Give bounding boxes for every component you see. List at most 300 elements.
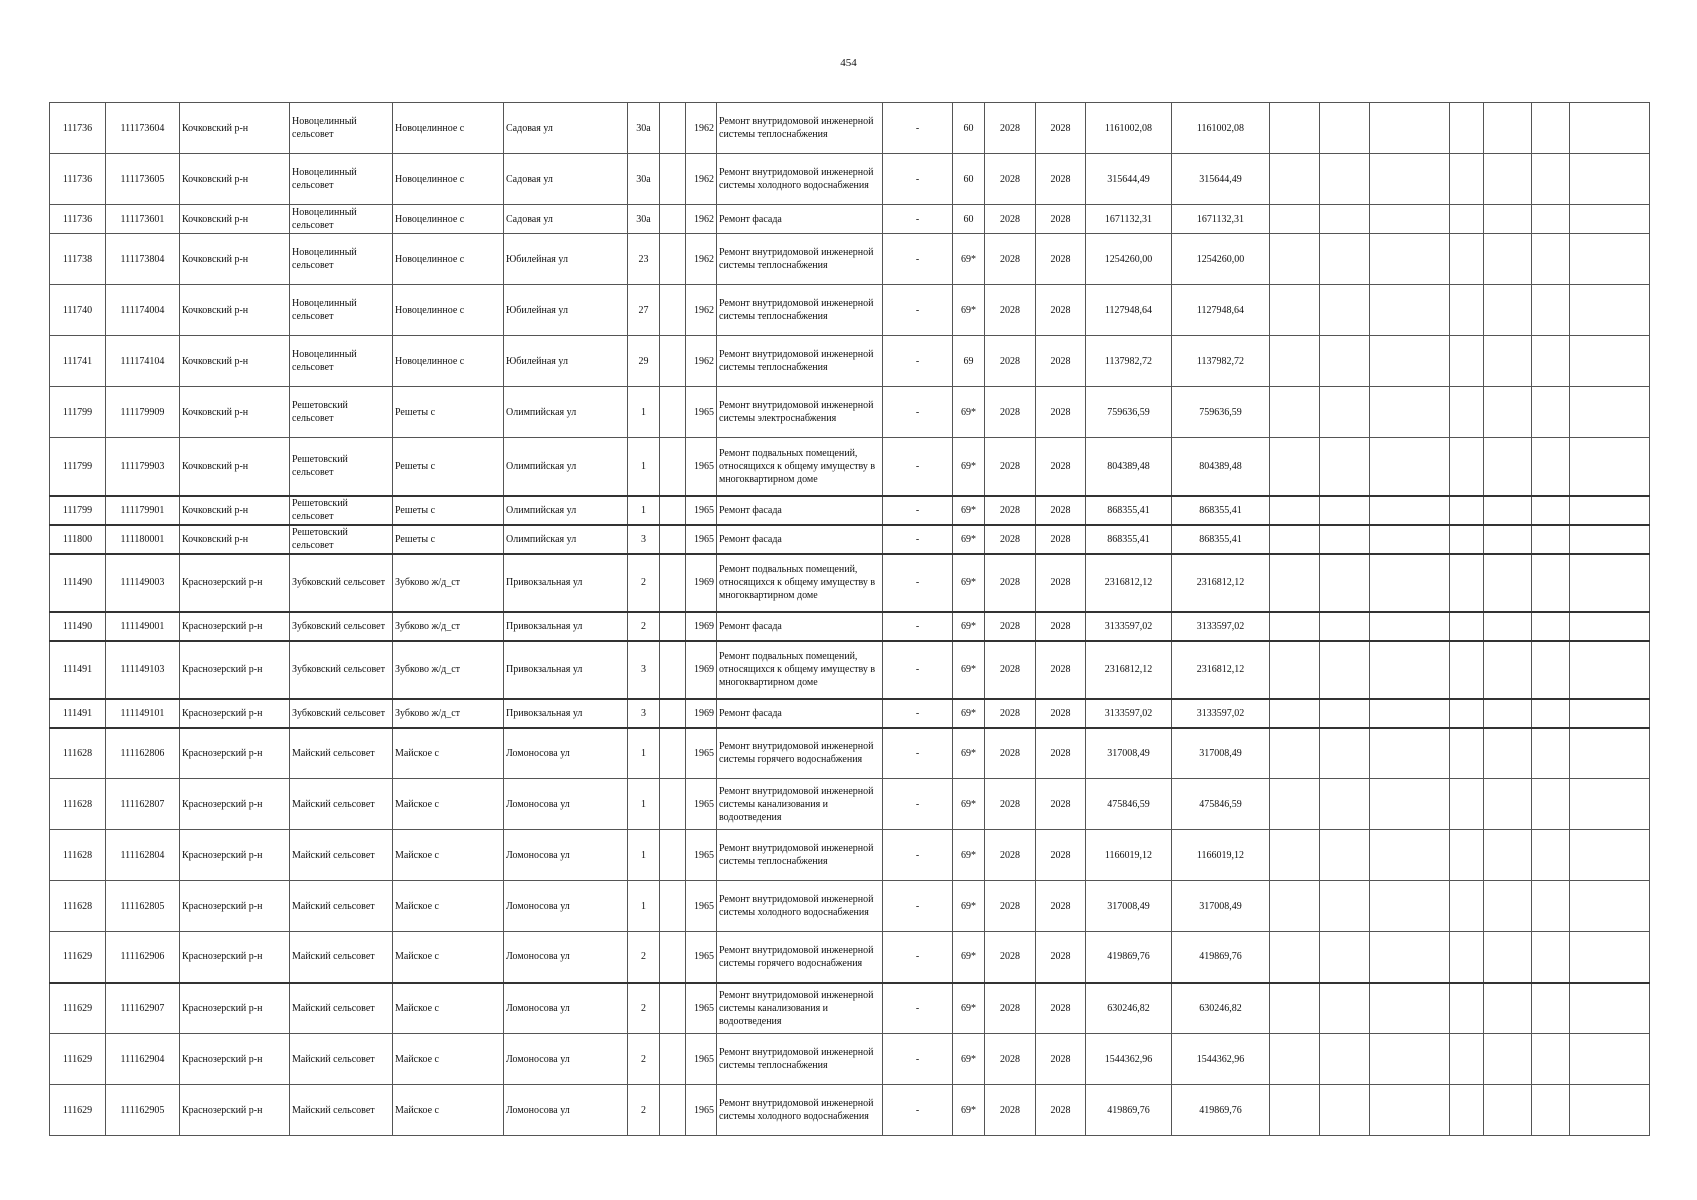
house-number-cell: 2 [628,554,660,612]
unit-cell: - [883,1034,953,1085]
unit-cell: - [883,779,953,830]
wear-percent-cell: 60 [953,103,985,154]
empty-cell [1270,881,1320,932]
work-id-cell: 111173605 [106,154,180,205]
unit-cell: - [883,932,953,983]
house-number-cell: 23 [628,234,660,285]
empty-cell [1484,641,1532,699]
wear-percent-cell: 69* [953,496,985,525]
district-cell: Краснозерский р-н [180,554,290,612]
street-cell: Привокзальная ул [504,699,628,728]
wear-percent-cell: 69* [953,554,985,612]
plan-year-start-cell: 2028 [985,554,1036,612]
building-cell [660,336,686,387]
plan-year-end-cell: 2028 [1036,728,1086,779]
empty-cell [1370,525,1450,554]
empty-cell [1532,554,1570,612]
wear-percent-cell: 69* [953,983,985,1034]
empty-cell [1320,496,1370,525]
district-cell: Кочковский р-н [180,103,290,154]
unit-cell: - [883,728,953,779]
empty-cell [1532,728,1570,779]
plan-year-start-cell: 2028 [985,387,1036,438]
plan-year-end-cell: 2028 [1036,699,1086,728]
empty-cell [1320,699,1370,728]
cost-regional-cell: 1161002,08 [1172,103,1270,154]
empty-cell [1370,830,1450,881]
work-type-cell: Ремонт внутридомовой инженерной системы холодного водоснабжения [717,881,883,932]
empty-cell [1484,234,1532,285]
settlement-cell: Майское с [393,728,504,779]
empty-cell [1570,728,1650,779]
municipality-cell: Новоцелинный сельсовет [290,103,393,154]
cost-total-cell: 804389,48 [1086,438,1172,496]
cost-regional-cell: 3133597,02 [1172,699,1270,728]
work-type-cell: Ремонт внутридомовой инженерной системы теплоснабжения [717,336,883,387]
unit-cell: - [883,1085,953,1136]
cost-total-cell: 630246,82 [1086,983,1172,1034]
empty-cell [1532,234,1570,285]
building-cell [660,285,686,336]
plan-year-end-cell: 2028 [1036,830,1086,881]
table-row [50,779,1650,830]
settlement-cell: Майское с [393,983,504,1034]
building-cell [660,387,686,438]
empty-cell [1532,525,1570,554]
work-id-cell: 111179903 [106,438,180,496]
empty-cell [1270,154,1320,205]
empty-cell [1484,779,1532,830]
plan-year-end-cell: 2028 [1036,234,1086,285]
street-cell: Ломоносова ул [504,1034,628,1085]
work-type-cell: Ремонт фасада [717,612,883,641]
record-id-cell: 111741 [50,336,106,387]
empty-cell [1270,1034,1320,1085]
cost-regional-cell: 1127948,64 [1172,285,1270,336]
empty-cell [1532,881,1570,932]
empty-cell [1370,387,1450,438]
empty-cell [1270,830,1320,881]
work-id-cell: 111149001 [106,612,180,641]
empty-cell [1450,612,1484,641]
empty-cell [1320,830,1370,881]
house-number-cell: 1 [628,387,660,438]
street-cell: Ломоносова ул [504,932,628,983]
unit-cell: - [883,983,953,1034]
empty-cell [1570,881,1650,932]
empty-cell [1484,496,1532,525]
wear-percent-cell: 69* [953,1034,985,1085]
municipality-cell: Новоцелинный сельсовет [290,336,393,387]
empty-cell [1370,728,1450,779]
record-id-cell: 111629 [50,983,106,1034]
empty-cell [1532,641,1570,699]
wear-percent-cell: 60 [953,154,985,205]
work-id-cell: 111174104 [106,336,180,387]
plan-year-start-cell: 2028 [985,1034,1036,1085]
settlement-cell: Решеты с [393,387,504,438]
empty-cell [1270,234,1320,285]
wear-percent-cell: 69* [953,525,985,554]
street-cell: Садовая ул [504,103,628,154]
house-number-cell: 2 [628,612,660,641]
table-row [50,205,1650,234]
house-number-cell: 2 [628,932,660,983]
building-cell [660,525,686,554]
house-number-cell: 2 [628,983,660,1034]
municipality-cell: Майский сельсовет [290,1085,393,1136]
building-cell [660,103,686,154]
plan-year-end-cell: 2028 [1036,612,1086,641]
empty-cell [1270,641,1320,699]
wear-percent-cell: 69* [953,387,985,438]
work-type-cell: Ремонт фасада [717,496,883,525]
cost-total-cell: 868355,41 [1086,525,1172,554]
cost-total-cell: 868355,41 [1086,496,1172,525]
settlement-cell: Майское с [393,881,504,932]
empty-cell [1484,728,1532,779]
cost-regional-cell: 1671132,31 [1172,205,1270,234]
registry-body [50,103,1650,1136]
cost-total-cell: 315644,49 [1086,154,1172,205]
cost-regional-cell: 1166019,12 [1172,830,1270,881]
empty-cell [1320,154,1370,205]
settlement-cell: Майское с [393,779,504,830]
municipality-cell: Зубковский сельсовет [290,554,393,612]
plan-year-start-cell: 2028 [985,205,1036,234]
district-cell: Кочковский р-н [180,525,290,554]
empty-cell [1484,438,1532,496]
empty-cell [1570,612,1650,641]
street-cell: Ломоносова ул [504,1085,628,1136]
municipality-cell: Новоцелинный сельсовет [290,234,393,285]
unit-cell: - [883,154,953,205]
district-cell: Краснозерский р-н [180,699,290,728]
work-id-cell: 111179901 [106,496,180,525]
work-type-cell: Ремонт подвальных помещений, относящихся к общему имуществу в многоквартирном доме [717,554,883,612]
table-row [50,496,1650,525]
build-year-cell: 1965 [686,728,717,779]
work-id-cell: 111149101 [106,699,180,728]
empty-cell [1570,1034,1650,1085]
empty-cell [1570,1085,1650,1136]
empty-cell [1270,525,1320,554]
building-cell [660,234,686,285]
record-id-cell: 111800 [50,525,106,554]
plan-year-start-cell: 2028 [985,830,1036,881]
cost-total-cell: 1254260,00 [1086,234,1172,285]
plan-year-end-cell: 2028 [1036,336,1086,387]
empty-cell [1450,336,1484,387]
empty-cell [1532,779,1570,830]
empty-cell [1370,154,1450,205]
build-year-cell: 1965 [686,830,717,881]
empty-cell [1370,699,1450,728]
settlement-cell: Новоцелинное с [393,285,504,336]
cost-total-cell: 1137982,72 [1086,336,1172,387]
municipality-cell: Решетовский сельсовет [290,525,393,554]
wear-percent-cell: 69* [953,641,985,699]
municipality-cell: Решетовский сельсовет [290,438,393,496]
repair-registry-table [49,102,1650,1136]
cost-regional-cell: 868355,41 [1172,525,1270,554]
work-type-cell: Ремонт фасада [717,205,883,234]
settlement-cell: Майское с [393,830,504,881]
empty-cell [1370,285,1450,336]
district-cell: Краснозерский р-н [180,932,290,983]
empty-cell [1270,932,1320,983]
record-id-cell: 111491 [50,641,106,699]
empty-cell [1450,728,1484,779]
wear-percent-cell: 60 [953,205,985,234]
plan-year-end-cell: 2028 [1036,779,1086,830]
empty-cell [1320,554,1370,612]
municipality-cell: Зубковский сельсовет [290,641,393,699]
wear-percent-cell: 69 [953,336,985,387]
district-cell: Кочковский р-н [180,154,290,205]
table-row [50,336,1650,387]
wear-percent-cell: 69* [953,830,985,881]
build-year-cell: 1962 [686,336,717,387]
empty-cell [1532,1034,1570,1085]
municipality-cell: Новоцелинный сельсовет [290,154,393,205]
work-id-cell: 111162805 [106,881,180,932]
empty-cell [1570,103,1650,154]
district-cell: Кочковский р-н [180,234,290,285]
plan-year-start-cell: 2028 [985,728,1036,779]
work-id-cell: 111162807 [106,779,180,830]
empty-cell [1320,1085,1370,1136]
municipality-cell: Решетовский сельсовет [290,387,393,438]
empty-cell [1450,234,1484,285]
district-cell: Краснозерский р-н [180,830,290,881]
empty-cell [1270,205,1320,234]
house-number-cell: 1 [628,779,660,830]
empty-cell [1484,1034,1532,1085]
unit-cell: - [883,438,953,496]
work-id-cell: 111162904 [106,1034,180,1085]
table-row [50,103,1650,154]
build-year-cell: 1962 [686,103,717,154]
empty-cell [1450,699,1484,728]
work-type-cell: Ремонт внутридомовой инженерной системы канализования и водоотведения [717,779,883,830]
empty-cell [1450,154,1484,205]
settlement-cell: Новоцелинное с [393,336,504,387]
wear-percent-cell: 69* [953,285,985,336]
empty-cell [1484,103,1532,154]
empty-cell [1270,699,1320,728]
building-cell [660,205,686,234]
record-id-cell: 111491 [50,699,106,728]
empty-cell [1532,983,1570,1034]
record-id-cell: 111799 [50,438,106,496]
empty-cell [1370,932,1450,983]
work-type-cell: Ремонт внутридомовой инженерной системы теплоснабжения [717,103,883,154]
record-id-cell: 111628 [50,728,106,779]
empty-cell [1570,932,1650,983]
build-year-cell: 1969 [686,641,717,699]
empty-cell [1532,154,1570,205]
empty-cell [1370,438,1450,496]
municipality-cell: Майский сельсовет [290,830,393,881]
empty-cell [1484,285,1532,336]
work-type-cell: Ремонт подвальных помещений, относящихся к общему имуществу в многоквартирном доме [717,641,883,699]
record-id-cell: 111736 [50,205,106,234]
street-cell: Садовая ул [504,205,628,234]
plan-year-end-cell: 2028 [1036,154,1086,205]
empty-cell [1320,285,1370,336]
settlement-cell: Зубково ж/д_ст [393,554,504,612]
empty-cell [1570,525,1650,554]
build-year-cell: 1969 [686,612,717,641]
street-cell: Ломоносова ул [504,779,628,830]
settlement-cell: Зубково ж/д_ст [393,612,504,641]
work-id-cell: 111162907 [106,983,180,1034]
record-id-cell: 111629 [50,932,106,983]
table-row [50,554,1650,612]
plan-year-end-cell: 2028 [1036,641,1086,699]
plan-year-end-cell: 2028 [1036,881,1086,932]
empty-cell [1450,641,1484,699]
settlement-cell: Решеты с [393,438,504,496]
cost-regional-cell: 475846,59 [1172,779,1270,830]
build-year-cell: 1965 [686,496,717,525]
empty-cell [1370,205,1450,234]
cost-regional-cell: 317008,49 [1172,728,1270,779]
settlement-cell: Новоцелинное с [393,234,504,285]
record-id-cell: 111490 [50,612,106,641]
work-type-cell: Ремонт внутридомовой инженерной системы теплоснабжения [717,830,883,881]
empty-cell [1370,554,1450,612]
work-id-cell: 111173804 [106,234,180,285]
municipality-cell: Зубковский сельсовет [290,699,393,728]
empty-cell [1320,234,1370,285]
work-id-cell: 111179909 [106,387,180,438]
empty-cell [1320,525,1370,554]
empty-cell [1532,932,1570,983]
build-year-cell: 1965 [686,387,717,438]
district-cell: Краснозерский р-н [180,779,290,830]
empty-cell [1450,983,1484,1034]
building-cell [660,699,686,728]
street-cell: Ломоносова ул [504,830,628,881]
plan-year-end-cell: 2028 [1036,496,1086,525]
empty-cell [1370,1034,1450,1085]
work-type-cell: Ремонт внутридомовой инженерной системы горячего водоснабжения [717,728,883,779]
plan-year-end-cell: 2028 [1036,1034,1086,1085]
wear-percent-cell: 69* [953,438,985,496]
street-cell: Олимпийская ул [504,525,628,554]
build-year-cell: 1965 [686,983,717,1034]
empty-cell [1450,387,1484,438]
work-id-cell: 111173601 [106,205,180,234]
empty-cell [1320,983,1370,1034]
empty-cell [1370,641,1450,699]
work-type-cell: Ремонт фасада [717,699,883,728]
empty-cell [1570,983,1650,1034]
empty-cell [1570,554,1650,612]
build-year-cell: 1962 [686,205,717,234]
plan-year-start-cell: 2028 [985,234,1036,285]
work-id-cell: 111174004 [106,285,180,336]
cost-total-cell: 2316812,12 [1086,641,1172,699]
district-cell: Кочковский р-н [180,438,290,496]
work-id-cell: 111162905 [106,1085,180,1136]
municipality-cell: Майский сельсовет [290,983,393,1034]
empty-cell [1270,438,1320,496]
empty-cell [1320,779,1370,830]
empty-cell [1532,1085,1570,1136]
work-type-cell: Ремонт подвальных помещений, относящихся к общему имуществу в многоквартирном доме [717,438,883,496]
build-year-cell: 1965 [686,1034,717,1085]
table-row [50,234,1650,285]
page-number: 454 [840,57,857,69]
empty-cell [1570,154,1650,205]
empty-cell [1270,779,1320,830]
cost-total-cell: 1127948,64 [1086,285,1172,336]
plan-year-end-cell: 2028 [1036,932,1086,983]
municipality-cell: Решетовский сельсовет [290,496,393,525]
plan-year-start-cell: 2028 [985,932,1036,983]
plan-year-start-cell: 2028 [985,336,1036,387]
work-type-cell: Ремонт внутридомовой инженерной системы холодного водоснабжения [717,1085,883,1136]
empty-cell [1570,336,1650,387]
record-id-cell: 111628 [50,881,106,932]
cost-regional-cell: 1544362,96 [1172,1034,1270,1085]
plan-year-end-cell: 2028 [1036,1085,1086,1136]
unit-cell: - [883,881,953,932]
record-id-cell: 111629 [50,1085,106,1136]
empty-cell [1320,1034,1370,1085]
settlement-cell: Новоцелинное с [393,154,504,205]
district-cell: Краснозерский р-н [180,1034,290,1085]
table-row [50,830,1650,881]
build-year-cell: 1969 [686,699,717,728]
empty-cell [1270,103,1320,154]
house-number-cell: 1 [628,728,660,779]
unit-cell: - [883,641,953,699]
empty-cell [1570,205,1650,234]
plan-year-start-cell: 2028 [985,983,1036,1034]
building-cell [660,728,686,779]
work-id-cell: 111149003 [106,554,180,612]
empty-cell [1450,1034,1484,1085]
plan-year-start-cell: 2028 [985,438,1036,496]
cost-total-cell: 1671132,31 [1086,205,1172,234]
record-id-cell: 111628 [50,830,106,881]
table-row [50,525,1650,554]
house-number-cell: 1 [628,881,660,932]
plan-year-start-cell: 2028 [985,699,1036,728]
house-number-cell: 1 [628,830,660,881]
settlement-cell: Зубково ж/д_ст [393,699,504,728]
empty-cell [1532,612,1570,641]
cost-regional-cell: 804389,48 [1172,438,1270,496]
house-number-cell: 3 [628,525,660,554]
empty-cell [1370,234,1450,285]
empty-cell [1370,103,1450,154]
wear-percent-cell: 69* [953,234,985,285]
street-cell: Олимпийская ул [504,496,628,525]
empty-cell [1270,728,1320,779]
cost-regional-cell: 317008,49 [1172,881,1270,932]
street-cell: Юбилейная ул [504,285,628,336]
empty-cell [1320,438,1370,496]
work-id-cell: 111173604 [106,103,180,154]
wear-percent-cell: 69* [953,699,985,728]
empty-cell [1320,881,1370,932]
street-cell: Юбилейная ул [504,336,628,387]
